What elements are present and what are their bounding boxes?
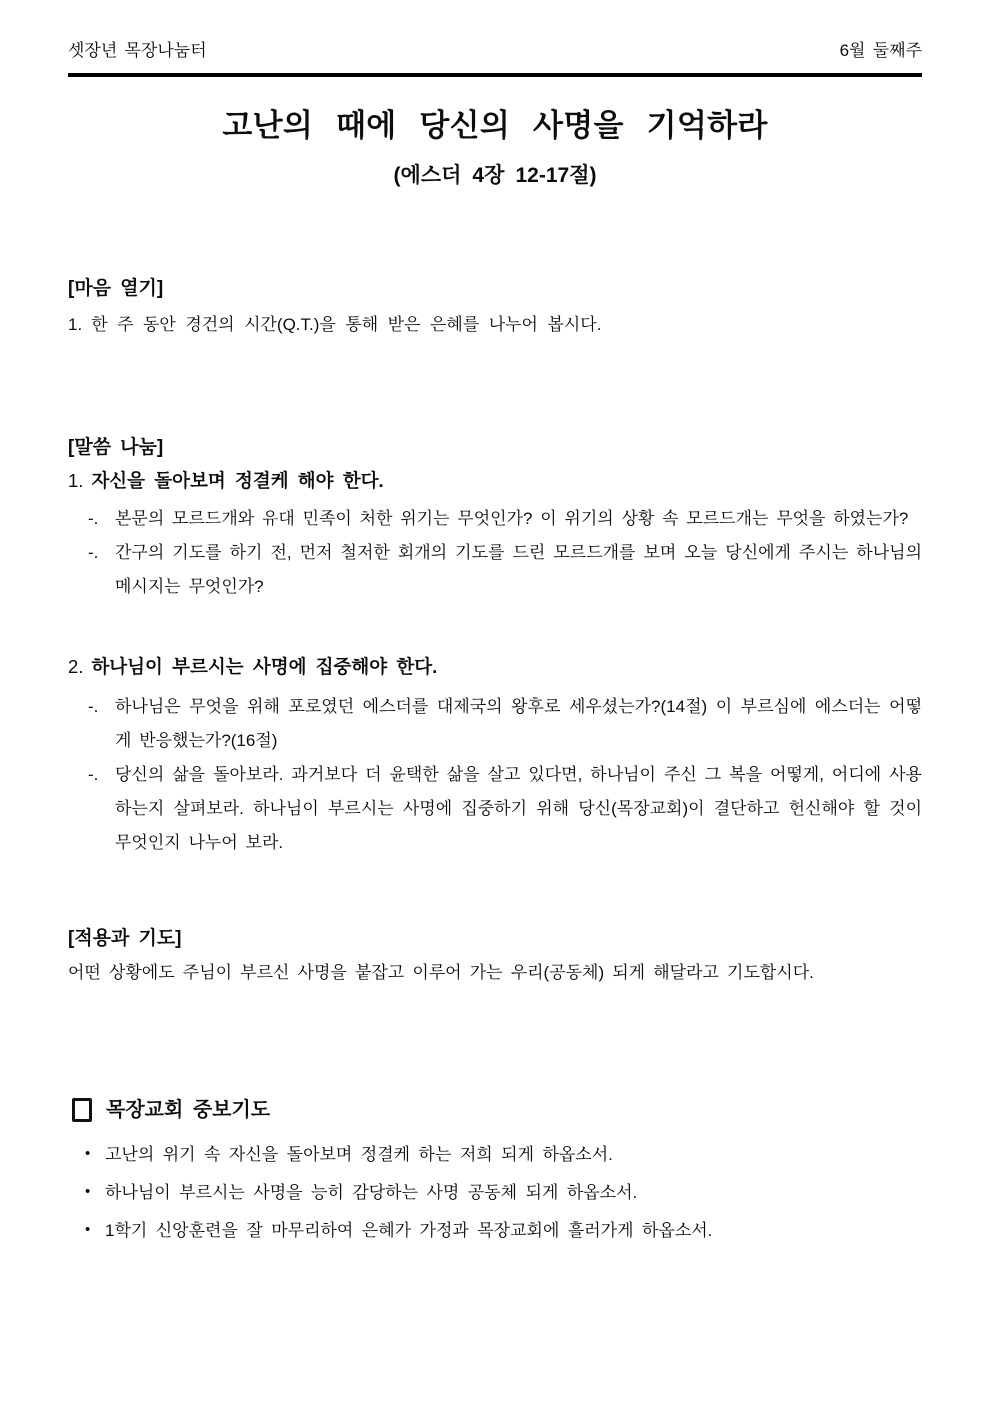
dash-marker: -. <box>88 509 99 528</box>
intercession-title: 목장교회 중보기도 <box>106 1099 271 1121</box>
point-1-title-text: 자신을 돌아보며 정결케 해야 한다. <box>91 470 384 491</box>
point-1-subquestions <box>68 502 922 604</box>
point-2-title <box>68 654 922 680</box>
sub-question-text: 본문의 모르드개와 유대 민족이 처한 위기는 무엇인가? 이 위기의 상황 속 모르드개는 무엇을 하였는가? <box>115 509 909 528</box>
intercession-heading <box>68 1097 922 1123</box>
dash-marker: -. <box>88 765 99 784</box>
section-heading-word-share: [말씀 나눔] <box>68 437 164 458</box>
page-title: 고난의 때에 당신의 사명을 기억하라 <box>222 108 768 143</box>
item-number: 1. <box>68 315 83 334</box>
header-divider <box>68 73 922 77</box>
sub-question <box>68 690 922 758</box>
intercession-list <box>68 1143 922 1243</box>
point-number: 1. <box>68 470 84 491</box>
apply-pray-body: 어떤 상황에도 주님이 부르신 사명을 붙잡고 이루어 가는 우리(공동체) 되게 해달라고 기도합시다. <box>68 963 814 982</box>
dash-marker: -. <box>88 697 99 716</box>
page-header <box>68 40 922 62</box>
checkbox-icon <box>72 1098 92 1122</box>
mind-open-item <box>68 313 922 337</box>
list-item <box>85 1143 922 1167</box>
list-item-text: 1학기 신앙훈련을 잘 마무리하여 은혜가 가정과 목장교회에 흘러가게 하옵소서. <box>105 1221 713 1240</box>
header-left-label: 셋장년 목장나눔터 <box>68 41 207 60</box>
section-heading-mind-open: [마음 열기] <box>68 278 164 299</box>
header-right-label: 6월 둘째주 <box>839 41 922 60</box>
list-item <box>85 1219 922 1243</box>
sub-question <box>68 502 922 536</box>
dash-marker: -. <box>88 543 99 562</box>
point-2-title-text: 하나님이 부르시는 사명에 집중해야 한다. <box>91 656 438 677</box>
bullet-icon: • <box>85 1221 91 1238</box>
point-2-subquestions <box>68 690 922 860</box>
section-heading-apply-pray: [적용과 기도] <box>68 928 182 949</box>
sub-question <box>68 536 922 604</box>
list-item-text: 고난의 위기 속 자신을 돌아보며 정결케 하는 저희 되게 하옵소서. <box>105 1145 613 1164</box>
list-item-text: 하나님이 부르시는 사명을 능히 감당하는 사명 공동체 되게 하옵소서. <box>105 1183 638 1202</box>
sub-question-text: 간구의 기도를 하기 전, 먼저 철저한 회개의 기도를 드린 모르드개를 보며 오늘 당신에게 주시는 하나님의 메시지는 무엇인가? <box>115 543 922 596</box>
sub-question-text: 당신의 삶을 돌아보라. 과거보다 더 윤택한 삶을 살고 있다면, 하나님이 주신 그 복을 어떻게, 어디에 사용하는지 살펴보라. 하나님이 부르시는 사명에 집중하기 위해 당신(목장교회)이 결단하고 헌신해야 할 것이 무엇인지 나누어 보라. <box>115 765 922 852</box>
point-1-title <box>68 468 922 494</box>
sub-question-text: 하나님은 무엇을 위해 포로였던 에스더를 대제국의 왕후로 세우셨는가?(14절) 이 부르심에 에스더는 어떻게 반응했는가?(16절) <box>115 697 922 750</box>
mind-open-item-text: 한 주 동안 경건의 시간(Q.T.)을 통해 받은 은혜를 나누어 봅시다. <box>91 315 602 334</box>
sub-question <box>68 758 922 860</box>
list-item <box>85 1181 922 1205</box>
point-number: 2. <box>68 656 84 677</box>
bullet-icon: • <box>85 1183 91 1200</box>
bullet-icon: • <box>85 1145 91 1162</box>
scripture-reference: (에스더 4장 12-17절) <box>393 164 597 187</box>
